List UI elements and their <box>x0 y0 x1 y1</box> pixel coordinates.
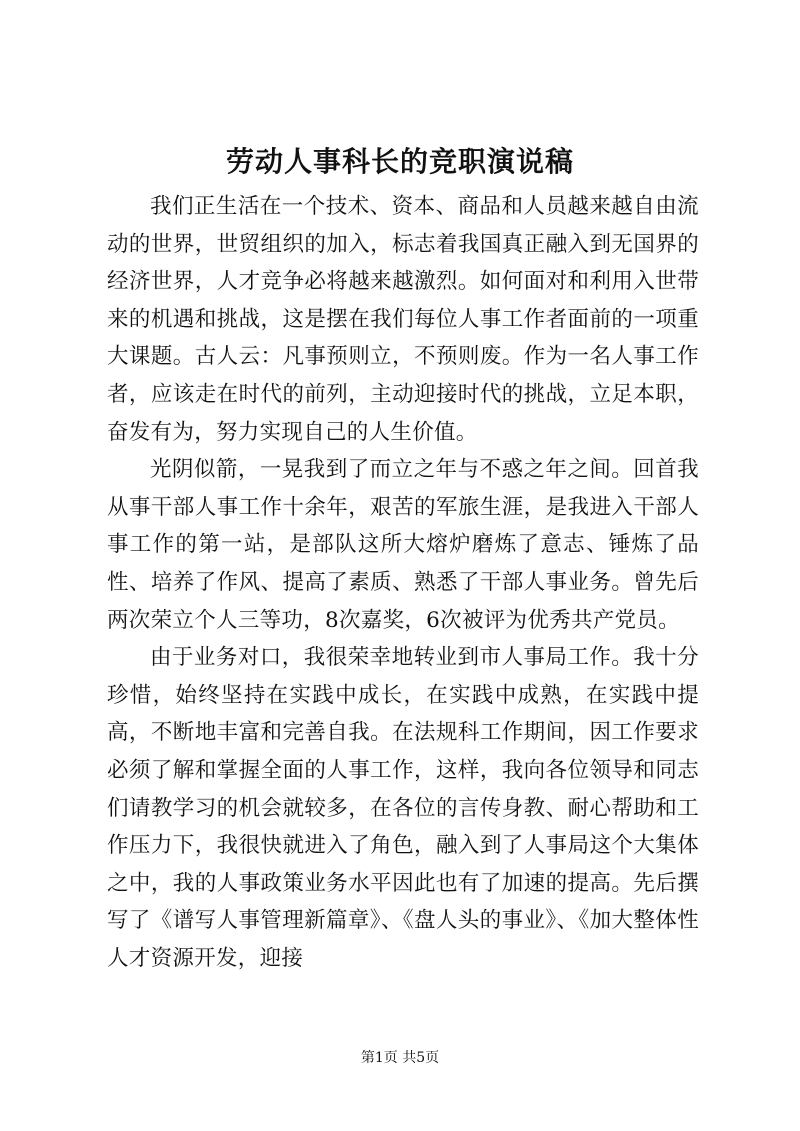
document-title: 劳动人事科长的竞职演说稿 <box>225 145 574 178</box>
page-footer: 第1页 共5页 <box>360 1050 440 1066</box>
paragraph-3: 由于业务对口，我很荣幸地转业到市人事局工作。我十分珍惜，始终坚持在实践中成长，在实践中成熟，在实践中提高，不断地丰富和完善自我。在法规科工作期间，因工作要求必须了解和掌握全面的人事工作，这样，我向各位领导和同志们请教学习的机会就较多，在各位的言传身教、耐心帮助和工作压力下，我很快就进入了角色，融入到了人事局这个大集体之中，我的人事政策业务水平因此也有了加速的提高。先后撰写了《谱写人事管理新篇章》、《盘人头的事业》、《加大整体性人才资源开发，迎接 <box>107 645 699 971</box>
paragraph-1: 我们正生活在一个技术、资本、商品和人员越来越自由流动的世界，世贸组织的加入，标志着我国真正融入到无国界的经济世界，人才竞争必将越来越激烈。如何面对和利用入世带来的机遇和挑战，这是摆在我们每位人事工作者面前的一项重大课题。古人云：凡事预则立，不预则废。作为一名人事工作者，应该走在时代的前列，主动迎接时代的挑战，立足本职，奋发有为，努力实现自己的人生价值。 <box>107 194 699 445</box>
paragraph-2: 光阴似箭，一晃我到了而立之年与不惑之年之间。回首我从事干部人事工作十余年，艰苦的军旅生涯，是我进入干部人事工作的第一站，是部队这所大熔炉磨炼了意志、锤炼了品性、培养了作风、提高了素质、熟悉了干部人事业务。曾先后两次荣立个人三等功，8次嘉奖，6次被评为优秀共产党员。 <box>107 457 699 633</box>
document-body <box>107 188 699 977</box>
